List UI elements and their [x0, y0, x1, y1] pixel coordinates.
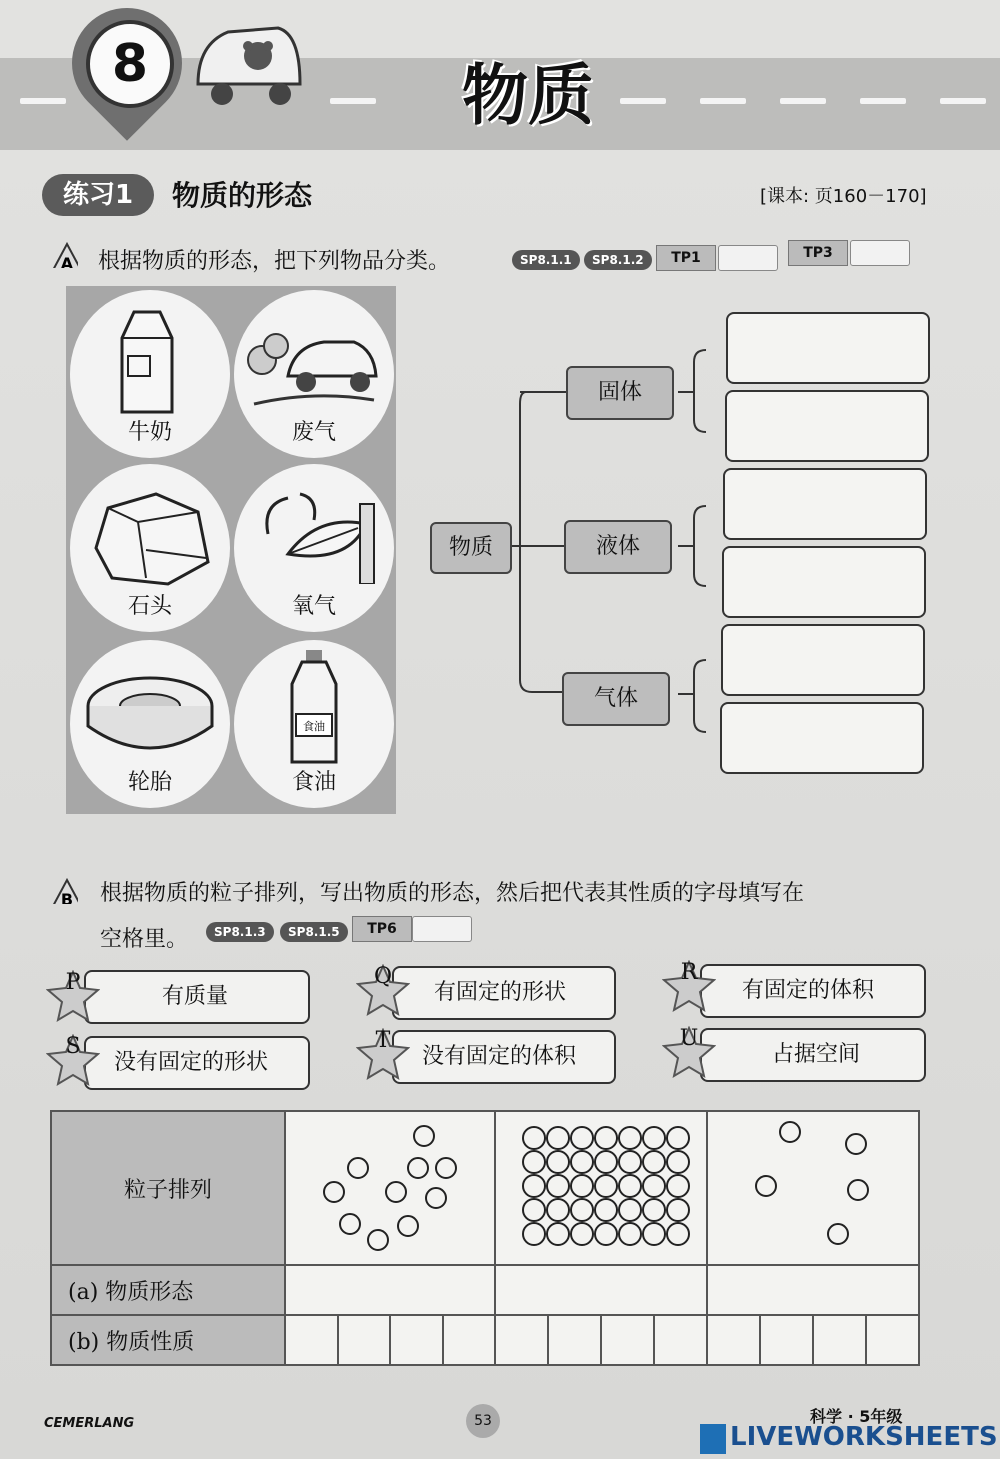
row-header-property: [51, 1315, 285, 1365]
watermark: LIVEWORKSHEETS: [730, 1422, 998, 1452]
section-b-instruction: 根据物质的粒子排列，写出物质的形态，然后把代表其性质的字母填写在: [100, 881, 805, 906]
exercise-name: 物质的形态: [172, 179, 313, 212]
answer-box-solid-1[interactable]: [726, 312, 930, 384]
property-answer-cell[interactable]: [654, 1315, 707, 1365]
particle: [523, 1127, 545, 1149]
star-badge-icon: [46, 1034, 100, 1088]
particle: [571, 1199, 593, 1221]
particle: [547, 1175, 569, 1197]
star-badge-icon: [662, 1026, 716, 1080]
car-exhaust-icon: [244, 320, 384, 410]
publisher-logo: CEMERLANG: [44, 1416, 135, 1431]
particle: [547, 1223, 569, 1245]
property-text: 没有固定的形状: [114, 1050, 269, 1075]
particle: [619, 1151, 641, 1173]
particle: [595, 1151, 617, 1173]
property-box: [392, 1030, 616, 1084]
answer-box-liquid-1[interactable]: [723, 468, 927, 540]
property-letter: U: [679, 1026, 699, 1051]
code-pill: SP8.1.5: [280, 922, 348, 942]
bear-car-icon: [188, 14, 308, 108]
particle: [619, 1199, 641, 1221]
item-label: 废气: [291, 420, 336, 445]
page-number: 53: [466, 1404, 500, 1438]
property-answer-cell[interactable]: [813, 1315, 866, 1365]
property-text: 有固定的体积: [742, 978, 875, 1003]
particle: [523, 1223, 545, 1245]
particle: [595, 1175, 617, 1197]
item-label: 氧气: [291, 594, 336, 619]
row-header-arrangement: 粒子排列: [51, 1111, 285, 1265]
particle: [547, 1127, 569, 1149]
particle: [523, 1151, 545, 1173]
tp-label: TP3: [788, 240, 848, 266]
particle: [595, 1127, 617, 1149]
particle: [523, 1199, 545, 1221]
section-b-letter: B: [60, 890, 74, 904]
tp3-score-box[interactable]: [850, 240, 910, 266]
property-letter: S: [65, 1034, 81, 1059]
particles-gas-like-diagram: [286, 1112, 494, 1260]
property-answer-cell[interactable]: [495, 1315, 548, 1365]
tp1-score-box[interactable]: [718, 245, 778, 271]
oil-bottle-label: 食油: [303, 720, 325, 733]
property-box: [84, 970, 310, 1024]
item-label: 轮胎: [127, 770, 172, 795]
property-box: [392, 966, 616, 1020]
tree-branch-gas: 气体: [562, 672, 670, 726]
property-answer-cell[interactable]: [285, 1315, 338, 1365]
particle: [619, 1223, 641, 1245]
row-header-state-label: 物质形态: [105, 1279, 194, 1305]
property-answer-cell[interactable]: [338, 1315, 391, 1365]
particle: [571, 1223, 593, 1245]
property-text: 有固定的形状: [434, 980, 567, 1005]
particle: [571, 1151, 593, 1173]
item-card: [234, 290, 394, 458]
row-prefix: (a): [68, 1279, 99, 1305]
state-answer-cell[interactable]: [285, 1265, 495, 1315]
tree-root-matter: 物质: [430, 522, 512, 574]
item-label: 石头: [127, 594, 172, 619]
property-text: 有质量: [162, 984, 229, 1009]
answer-box-solid-2[interactable]: [725, 390, 929, 462]
unit-number: 8: [86, 20, 174, 108]
tyre-icon: [82, 670, 218, 754]
particle: [667, 1127, 689, 1149]
milk-carton-icon: [114, 308, 180, 418]
particle: [571, 1175, 593, 1197]
particle: [667, 1151, 689, 1173]
particle: [571, 1127, 593, 1149]
particle: [643, 1223, 665, 1245]
particle: [667, 1223, 689, 1245]
property-answer-cell[interactable]: [707, 1315, 760, 1365]
star-badge-icon: [662, 960, 716, 1014]
section-b-instruction-cont: 空格里。: [100, 927, 189, 952]
item-card: [234, 640, 394, 808]
row-header-property-label: 物质性质: [106, 1329, 195, 1355]
particle: [547, 1151, 569, 1173]
tp6-score-box[interactable]: [412, 916, 472, 942]
tree-branch-solid: 固体: [566, 366, 674, 420]
particle-table: [50, 1110, 920, 1366]
property-box: [84, 1036, 310, 1090]
property-answer-cell[interactable]: [601, 1315, 654, 1365]
property-text: 占据空间: [772, 1042, 861, 1067]
item-label: 食油: [291, 770, 336, 795]
property-letter: T: [375, 1028, 391, 1053]
exercise-badge: 练习1: [42, 174, 154, 216]
section-a-letter: A: [60, 254, 74, 268]
property-answer-cell[interactable]: [548, 1315, 601, 1365]
leaf-oxygen-icon: [248, 484, 380, 584]
answer-box-gas-2[interactable]: [720, 702, 924, 774]
item-card: [70, 464, 230, 632]
code-pill: SP8.1.2: [584, 250, 652, 270]
property-text: 没有固定的体积: [422, 1044, 577, 1069]
tp-label: TP1: [656, 245, 716, 271]
tree-branch-liquid: 液体: [564, 520, 672, 574]
particle: [595, 1223, 617, 1245]
section-a-instruction: 根据物质的形态，把下列物品分类。: [98, 249, 451, 274]
row-header-state: [51, 1265, 285, 1315]
property-box: [700, 1028, 926, 1082]
property-letter: P: [65, 970, 81, 995]
answer-box-gas-1[interactable]: [721, 624, 925, 696]
item-label: 牛奶: [127, 420, 172, 445]
particles-scattered-cell: [285, 1111, 495, 1265]
property-letter: Q: [373, 964, 393, 989]
textbook-reference: [课本: 页160－170]: [760, 186, 927, 207]
code-pill: SP8.1.3: [206, 922, 274, 942]
items-grid: [66, 286, 396, 814]
particle: [619, 1127, 641, 1149]
section-a-triangle-icon: [50, 242, 78, 268]
property-letter: R: [680, 960, 698, 985]
cooking-oil-bottle-icon: [284, 648, 344, 768]
particles-packed-cell: [495, 1111, 707, 1265]
state-answer-cell[interactable]: [707, 1265, 919, 1315]
particle: [595, 1199, 617, 1221]
property-answer-cell[interactable]: [760, 1315, 813, 1365]
property-box: [700, 964, 926, 1018]
star-badge-icon: [46, 970, 100, 1024]
item-card: [70, 290, 230, 458]
particle: [643, 1199, 665, 1221]
code-pill: SP8.1.1: [512, 250, 580, 270]
particles-spread-cell: [707, 1111, 919, 1265]
particle: [643, 1175, 665, 1197]
item-card: [70, 640, 230, 808]
row-prefix: (b): [68, 1329, 100, 1355]
rock-icon: [86, 488, 214, 588]
particle: [523, 1175, 545, 1197]
state-answer-cell[interactable]: [495, 1265, 707, 1315]
particle: [547, 1199, 569, 1221]
star-badge-icon: [356, 964, 410, 1018]
section-b-triangle-icon: [50, 878, 78, 904]
property-answer-cell[interactable]: [390, 1315, 443, 1365]
page-title: 物质: [462, 57, 594, 134]
particles-spread-diagram: [708, 1112, 918, 1260]
particle: [667, 1199, 689, 1221]
property-answer-cell[interactable]: [866, 1315, 919, 1365]
particle: [643, 1127, 665, 1149]
particle: [667, 1175, 689, 1197]
subject-grade: 科学 · 5年级: [810, 1407, 903, 1426]
tp-label: TP6: [352, 916, 412, 942]
particle: [619, 1175, 641, 1197]
item-card: [234, 464, 394, 632]
particle: [643, 1151, 665, 1173]
particles-solid-diagram: [496, 1112, 706, 1260]
star-badge-icon: [356, 1028, 410, 1082]
answer-box-liquid-2[interactable]: [722, 546, 926, 618]
liveworksheets-logo-icon: [700, 1424, 726, 1454]
property-answer-cell[interactable]: [443, 1315, 496, 1365]
